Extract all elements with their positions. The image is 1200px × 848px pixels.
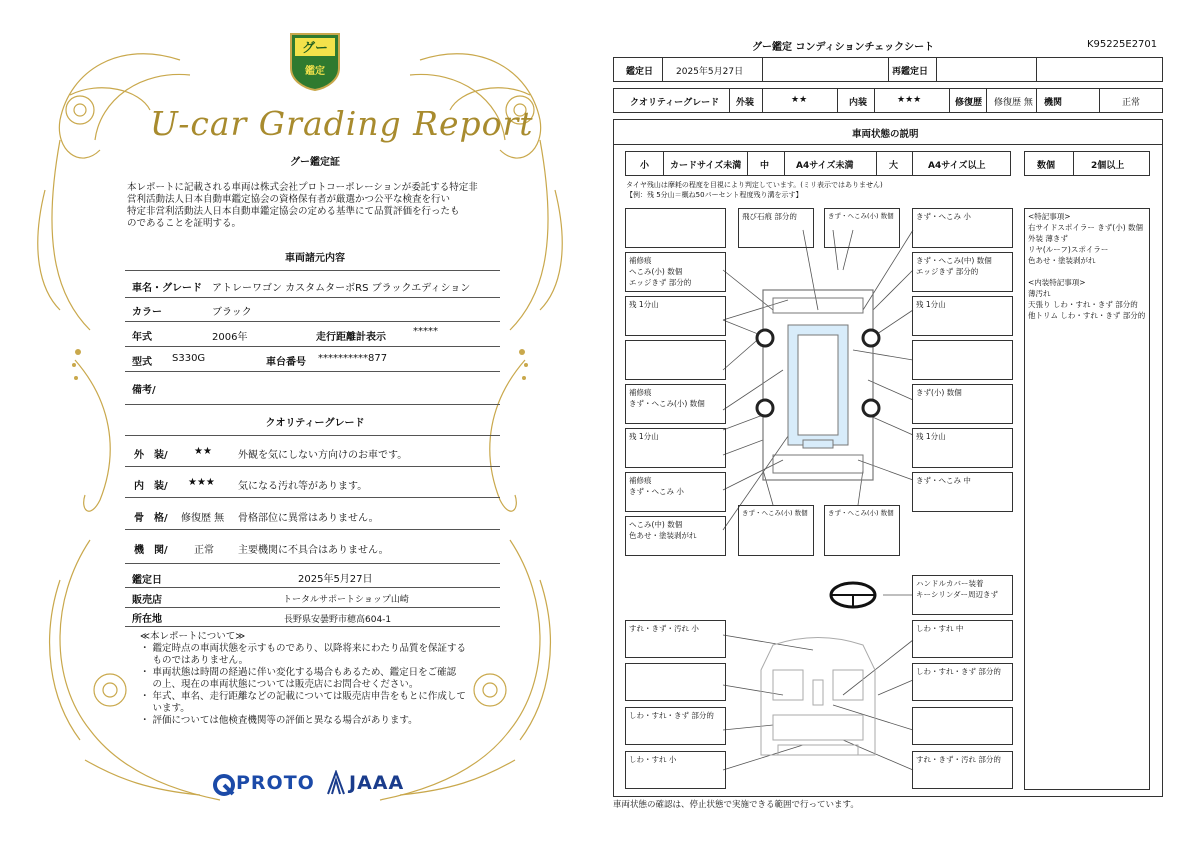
ext-note-left: 残 1分山 (625, 428, 726, 468)
quality-engine-grade: 正常 (194, 545, 214, 556)
int-note-left: しわ・すれ 小 (625, 751, 726, 789)
divider (125, 270, 500, 271)
year-value: 2006年 (212, 332, 248, 343)
mileage-value: ***** (413, 326, 438, 337)
divider (125, 321, 500, 322)
jaaa-logo-icon (326, 770, 346, 796)
ext-note-left: 補修痕 きず・へこみ 小 (625, 472, 726, 512)
jaaa-brand: JAAA (349, 772, 405, 794)
vehicle-name-label: 車名・グレード (132, 283, 202, 294)
legend-mid: 中 (760, 161, 770, 171)
int-note-right: しわ・すれ 中 (912, 620, 1013, 658)
int-note-right: ハンドルカバー装着 キーシリンダー周辺きず (912, 575, 1013, 615)
quality-engine-desc: 主要機関に不具合はありません。 (238, 545, 389, 556)
intro-line: 営利活動法人日本自動車鑑定協会の資格保有者が厳選かつ公平な検査を行い (127, 194, 451, 205)
legend-count-label: 数個 (1037, 161, 1056, 171)
model-value: S330G (172, 353, 206, 364)
intro-line: のであることを証明する。 (127, 218, 242, 229)
ext-note-left: へこみ(中) 数個 色あせ・塗装剥がれ (625, 516, 726, 556)
int-note-right: すれ・きず・汚れ 部分的 (912, 751, 1013, 789)
quality-grade-label: クオリティーグレード (630, 98, 720, 108)
ext-note-top: 飛び石痕 部分的 (738, 208, 814, 248)
logo-text: グー (301, 41, 329, 56)
note-line: ・ 評価については他検査機関等の評価と異なる場合があります。 (140, 715, 418, 726)
quality-row (613, 88, 1163, 113)
ext-note-right: きず・へこみ 小 (912, 208, 1013, 248)
quality-exterior-label: 外 装/ (134, 450, 168, 461)
steering-wheel-icon (831, 583, 875, 607)
divider (125, 346, 500, 347)
quality-engine-label: 機 関/ (134, 545, 168, 556)
date-row (613, 57, 1163, 82)
quality-exterior-grade: ★★ (194, 446, 212, 457)
int-note-right: しわ・すれ・きず 部分的 (912, 663, 1013, 701)
count-legend (1024, 151, 1150, 176)
divider (125, 435, 500, 436)
ext-note-left (625, 340, 726, 380)
ext-note-right: きず・へこみ(中) 数個 エッジきず 部分的 (912, 252, 1013, 292)
proto-brand: PROTO (236, 772, 315, 794)
condition-title: 車両状態の説明 (852, 129, 919, 140)
divider (125, 563, 500, 564)
address-value: 長野県安曇野市穂高604-1 (284, 615, 392, 625)
exterior-car-icon (757, 290, 879, 480)
quality-frame-desc: 骨格部位に異常はありません。 (238, 513, 379, 524)
interior-label: 内装 (849, 98, 868, 108)
note-line: の上、現在の車両状態については販売店にお問合せください。 (140, 679, 419, 690)
interior-car-icon (761, 638, 875, 756)
color-value: ブラック (212, 307, 252, 318)
appraisal-date-label: 鑑定日 (132, 575, 162, 586)
ext-note-right: きず(小) 数個 (912, 384, 1013, 424)
sheet-footer: 車両状態の確認は、停止状態で実施できる範囲で行っています。 (613, 800, 859, 810)
certificate-heading: グー鑑定証 (290, 157, 340, 168)
year-label: 年式 (132, 332, 152, 343)
certificate-intro (127, 182, 497, 230)
note-line: います。 (140, 703, 190, 714)
int-note-left: すれ・きず・汚れ 小 (625, 620, 726, 658)
intro-line: 本レポートに記載される車両は株式会社プロトコーポレーションが委託する特定非 (127, 182, 478, 193)
divider (125, 297, 500, 298)
divider (125, 529, 500, 530)
divider (125, 371, 500, 372)
ext-note-right: 残 1分山 (912, 428, 1013, 468)
sheet-title: グー鑑定 コンディションチェックシート (752, 42, 935, 53)
ext-note-right (912, 340, 1013, 380)
quality-frame-label: 骨 格/ (134, 513, 168, 524)
note-line: ・ 鑑定時点の車両状態を示すものであり、以降将来にわたり品質を保証する (140, 643, 467, 654)
quality-interior-label: 内 装/ (134, 481, 168, 492)
divider (613, 144, 1163, 145)
interior-title: <内装特記事項> (1028, 278, 1086, 287)
divider (125, 626, 500, 627)
legend-small-desc: カードサイズ未満 (670, 161, 742, 171)
legend-count-value: 2個以上 (1091, 161, 1125, 171)
vehicle-name-value: アトレーワゴン カスタムターボRS ブラックエディション (212, 283, 471, 294)
repair-value: 修復歴 無 (994, 98, 1033, 108)
sheet-doc-id: K95225E2701 (1087, 39, 1158, 50)
divider (125, 466, 500, 467)
ext-note-left: 残 1分山 (625, 296, 726, 336)
quality-interior-desc: 気になる汚れ等があります。 (238, 481, 368, 492)
shop-value: トータルサポートショップ山崎 (283, 595, 409, 605)
note-line: ・ 車両状態は時間の経過に伴い変化する場合もあるため、鑑定日をご確認 (140, 667, 457, 678)
intro-line: 特定非営利活動法人日本自動車鑑定協会の定める基準にて品質評価を行ったも (127, 206, 460, 217)
int-note-right (912, 707, 1013, 745)
legend-mid-desc: A4サイズ未満 (796, 161, 854, 171)
interior-value: ★★★ (897, 95, 922, 105)
logo-sub-text: 鑑定 (305, 66, 325, 77)
goo-kantei-logo-icon (287, 30, 343, 92)
repair-label: 修復歴 (955, 98, 983, 108)
ext-note-right: 残 1分山 (912, 296, 1013, 336)
engine-label: 機関 (1044, 98, 1063, 108)
ext-note-right: きず・へこみ 中 (912, 472, 1013, 512)
size-legend (625, 151, 1011, 176)
chassis-value: **********877 (318, 353, 388, 364)
legend-large: 大 (889, 161, 899, 171)
date-label: 鑑定日 (626, 67, 654, 77)
quality-frame-grade: 修復歴 無 (181, 513, 225, 524)
tire-note: タイヤ残山は摩耗の程度を目視により判定しています。(ミリ表示ではありません) (626, 181, 883, 189)
address-label: 所在地 (132, 614, 162, 625)
divider (125, 497, 500, 498)
quality-title: クオリティーグレード (265, 418, 365, 429)
mileage-label: 走行距離計表示 (316, 332, 386, 343)
shop-label: 販売店 (132, 595, 162, 606)
date-value: 2025年5月27日 (676, 67, 744, 77)
legend-small: 小 (640, 161, 650, 171)
ext-note-left (625, 208, 726, 248)
divider (125, 587, 500, 588)
ext-note-top: きず・へこみ(小) 数個 (824, 208, 900, 248)
spec-title: 車両諸元内容 (285, 253, 345, 264)
remarks-label: 備考/ (132, 385, 156, 396)
report-notes (140, 631, 495, 727)
ext-note-bottom: きず・へこみ(小) 数個 (738, 505, 814, 556)
int-note-left: しわ・すれ・きず 部分的 (625, 707, 726, 745)
ext-note-bottom: きず・へこみ(小) 数個 (824, 505, 900, 556)
quality-exterior-desc: 外観を気にしない方向けのお車です。 (238, 450, 408, 461)
tire-example: 【例：残 5分山＝概ね50パーセント程度残り溝を示す】 (626, 191, 803, 199)
quality-interior-grade: ★★★ (188, 477, 215, 488)
proto-logo-icon (213, 774, 235, 796)
script-title: U-car Grading Report (150, 104, 534, 143)
re-appraisal-label: 再鑑定日 (892, 67, 929, 77)
ext-note-left: 補修痕 へこみ(小) 数個 エッジきず 部分的 (625, 252, 726, 292)
note-line: ものではありません。 (140, 655, 249, 666)
exterior-value: ★★ (791, 95, 808, 105)
notes-title: ≪本レポートについて≫ (140, 631, 246, 642)
special-notes-panel: <特記事項> 右サイドスポイラー きず(小) 数個 外装 薄きず リヤ(ルーフ)スポイラー 色あせ・塗装剥がれ <内装特記事項> 薄汚れ 天張り しわ・すれ・きず 部分的 他トリム しわ・すれ・きず 部分的 (1024, 208, 1150, 790)
engine-value: 正常 (1122, 98, 1141, 108)
int-note-left (625, 663, 726, 701)
special-title: <特記事項> (1028, 212, 1071, 221)
divider (125, 607, 500, 608)
legend-large-desc: A4サイズ以上 (928, 161, 986, 171)
ext-note-left: 補修痕 きず・へこみ(小) 数個 (625, 384, 726, 424)
model-label: 型式 (132, 357, 152, 368)
divider (125, 404, 500, 405)
note-line: ・ 年式、車名、走行距離などの記載については販売店申告をもとに作成して (140, 691, 466, 702)
color-label: カラー (132, 307, 162, 318)
chassis-label: 車台番号 (266, 357, 306, 368)
appraisal-date-value: 2025年5月27日 (298, 574, 373, 585)
exterior-label: 外装 (736, 98, 755, 108)
